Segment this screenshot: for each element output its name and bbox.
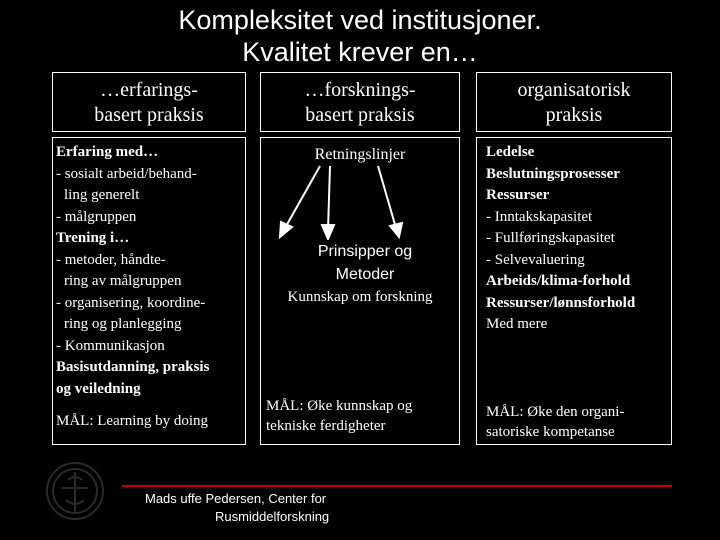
left-line: - sosialt arbeid/behand- bbox=[56, 165, 197, 182]
footer-line-2: Rusmiddelforskning bbox=[215, 509, 330, 524]
guidelines-label: Retningslinjer bbox=[314, 146, 406, 163]
right-line: Ressurser/lønnsforhold bbox=[486, 294, 636, 311]
middle-goal-line-2: tekniske ferdigheter bbox=[266, 418, 386, 434]
left-header bbox=[52, 78, 246, 128]
left-line: Erfaring med… bbox=[56, 144, 159, 160]
left-header-line-2: basert praksis bbox=[94, 104, 204, 126]
left-line: - metoder, håndte- bbox=[56, 251, 166, 268]
middle-header-line-1: …forsknings- bbox=[304, 79, 416, 101]
right-line: - Inntakskapasitet bbox=[486, 208, 593, 225]
left-goal: MÅL: Learning by doing bbox=[56, 413, 209, 429]
arrow-icon bbox=[280, 222, 292, 237]
principles-line-1: Prinsipper og bbox=[317, 243, 413, 260]
title-line-1: Kompleksitet ved institusjoner. bbox=[178, 5, 542, 35]
title-line-2: Kvalitet krever en… bbox=[242, 37, 478, 67]
left-line: og veiledning bbox=[56, 380, 141, 397]
right-header-line-1: organisatorisk bbox=[517, 79, 631, 101]
right-line: Ledelse bbox=[486, 144, 535, 160]
right-line: - Selvevaluering bbox=[486, 251, 585, 268]
right-line: Ressurser bbox=[486, 187, 550, 203]
left-line: - målgruppen bbox=[56, 208, 137, 225]
middle-header-line-2: basert praksis bbox=[305, 104, 415, 126]
left-line: Trening i… bbox=[56, 230, 130, 246]
left-line: - Kommunikasjon bbox=[56, 337, 165, 354]
footer-line-1: Mads uffe Pedersen, Center for bbox=[145, 491, 327, 506]
right-line: - Fullføringskapasitet bbox=[486, 230, 615, 246]
arrows-diagram bbox=[260, 160, 460, 240]
arrow-icon bbox=[285, 166, 320, 228]
slide-title bbox=[0, 4, 720, 68]
footer-rule bbox=[122, 485, 672, 487]
middle-header bbox=[260, 78, 460, 128]
right-goal-line-2: satoriske kompetanse bbox=[486, 424, 615, 440]
left-line: ling generelt bbox=[64, 187, 140, 203]
middle-goal bbox=[266, 396, 456, 436]
arrow-icon bbox=[328, 166, 330, 230]
principles-label bbox=[290, 240, 440, 286]
arrow-icon bbox=[390, 223, 402, 237]
left-line: ring av målgruppen bbox=[64, 273, 182, 289]
right-goal bbox=[486, 402, 670, 442]
arrow-icon bbox=[378, 166, 396, 228]
principles-line-2: Metoder bbox=[335, 266, 395, 283]
knowledge-label: Kunnskap om forskning bbox=[287, 289, 433, 305]
right-header bbox=[476, 78, 672, 128]
footer-credit bbox=[120, 490, 390, 526]
arrow-icon bbox=[322, 225, 334, 239]
right-line: Arbeids/klima-forhold bbox=[486, 273, 631, 289]
left-line: - organisering, koordine- bbox=[56, 294, 206, 311]
right-line: Beslutningsprosesser bbox=[486, 165, 620, 182]
right-header-line-2: praksis bbox=[545, 104, 603, 126]
right-body-list bbox=[486, 142, 635, 336]
left-header-line-1: …erfarings- bbox=[100, 79, 198, 101]
left-body-list bbox=[56, 142, 209, 400]
middle-goal-line-1: MÅL: Øke kunnskap og bbox=[266, 398, 413, 414]
right-goal-line-1: MÅL: Øke den organi- bbox=[486, 404, 625, 420]
left-line: Basisutdanning, praksis bbox=[56, 359, 210, 375]
right-line: Med mere bbox=[486, 316, 548, 332]
university-seal-logo bbox=[44, 460, 106, 522]
left-line: ring og planlegging bbox=[64, 316, 182, 332]
